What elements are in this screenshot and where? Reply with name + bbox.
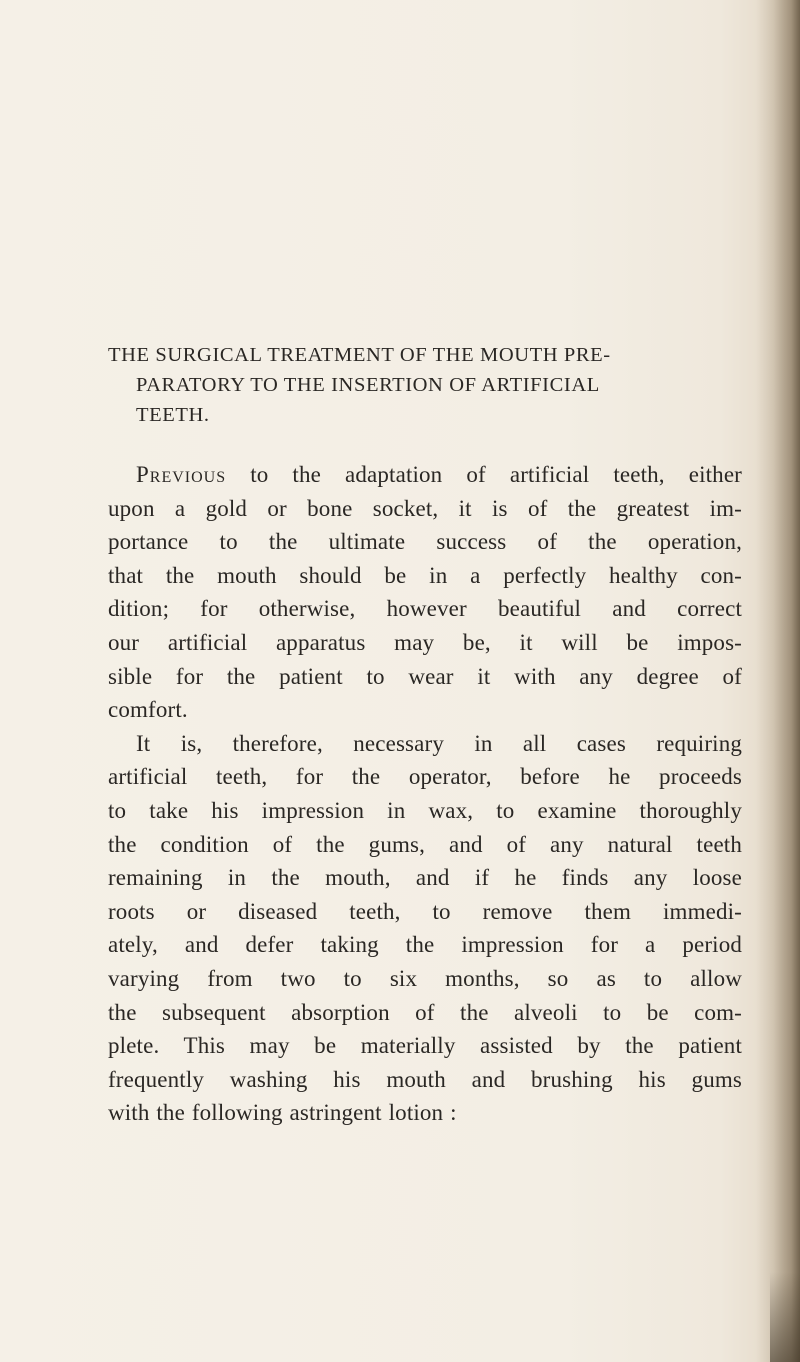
heading-line-3: TEETH. — [136, 404, 210, 426]
paragraph-2-line: with the following astringent lotion : — [108, 1100, 457, 1126]
paragraph-2-line: to take his impression in wax, to examine thoroughly — [108, 797, 742, 823]
paragraph-1-line: upon a gold or bone socket, it is of the greatest im- — [108, 495, 742, 521]
page-content — [108, 340, 742, 1130]
paragraph-1 — [108, 458, 742, 727]
paragraph-1-line: that the mouth should be in a perfectly healthy con- — [108, 562, 742, 588]
paragraph-2-line: remaining in the mouth, and if he finds any loose — [108, 865, 742, 891]
paragraph-1-line: portance to the ultimate success of the operation, — [108, 529, 742, 555]
paragraph-1-line: sible for the patient to wear it with any degree of — [108, 663, 742, 689]
paragraph-2-line: the subsequent absorption of the alveoli to be com- — [108, 999, 742, 1025]
paragraph-2-line: roots or diseased teeth, to remove them immedi- — [108, 898, 742, 924]
page-corner-shadow — [770, 1272, 800, 1362]
paragraph-2-line: artificial teeth, for the operator, before he proceeds — [108, 764, 742, 790]
paragraph-2-line: the condition of the gums, and of any natural teeth — [108, 831, 742, 857]
paragraph-1-line: comfort. — [108, 697, 188, 723]
paragraph-2-line: plete. This may be materially assisted by the patient — [108, 1033, 742, 1059]
first-line-text: to the adaptation of artificial teeth, either — [226, 462, 742, 487]
page-edge-shadow — [756, 0, 800, 1362]
lead-word: Previous — [136, 462, 227, 487]
paragraph-1-line-1 — [108, 458, 742, 492]
paragraph-2-line: varying from two to six months, so as to allow — [108, 965, 742, 991]
paragraph-2-line: It is, therefore, necessary in all cases requiring — [136, 730, 742, 756]
paragraph-1-line: dition; for otherwise, however beautiful and correct — [108, 596, 742, 622]
heading-line-1: THE SURGICAL TREATMENT OF THE MOUTH PRE- — [108, 344, 611, 366]
paragraph-2-line: frequently washing his mouth and brushing his gums — [108, 1066, 742, 1092]
paragraph-2 — [108, 727, 742, 1130]
paragraph-1-line: our artificial apparatus may be, it will be impos- — [108, 629, 742, 655]
chapter-heading — [108, 340, 742, 430]
paragraph-2-line: ately, and defer taking the impression for a period — [108, 932, 742, 958]
heading-line-2: PARATORY TO THE INSERTION OF ARTIFICIAL — [136, 374, 600, 396]
